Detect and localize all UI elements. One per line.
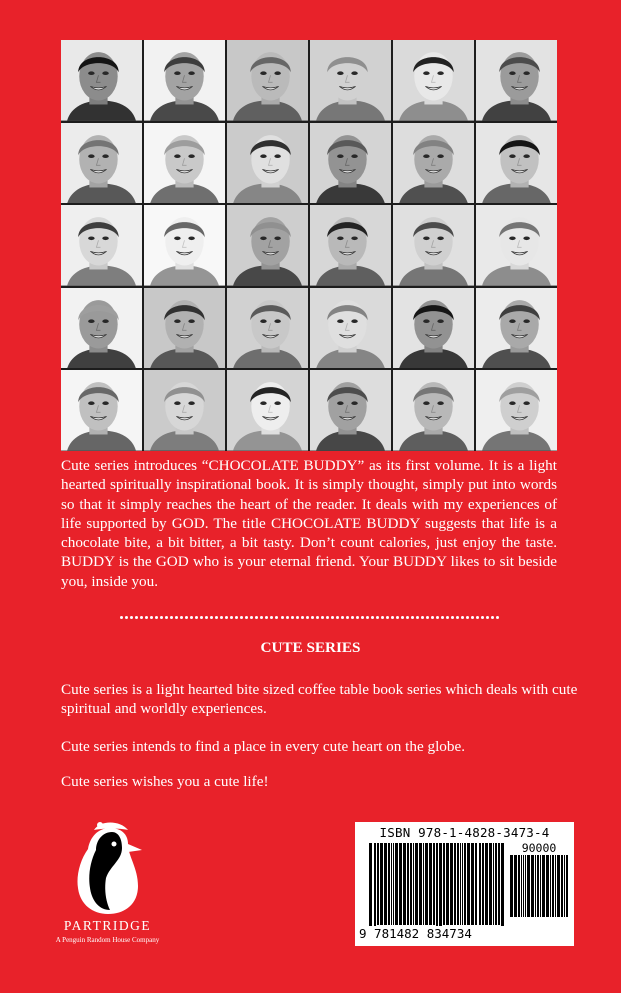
divider-dot (336, 616, 339, 619)
barcode-bar (454, 843, 456, 925)
face-portrait (393, 370, 474, 451)
divider-dot (431, 616, 434, 619)
partridge-bird-icon (70, 822, 145, 917)
barcode-bar (479, 843, 481, 925)
divider-dot (376, 616, 379, 619)
divider-dot (150, 616, 153, 619)
series-intent: Cute series intends to find a place in every cute heart on the globe. (61, 738, 466, 755)
barcode-bar (564, 855, 565, 917)
face-portrait (227, 123, 308, 204)
divider-dot (381, 616, 384, 619)
divider-dot (326, 616, 329, 619)
barcode-bar (391, 843, 392, 925)
barcode-bar (542, 855, 545, 917)
divider-dot (316, 616, 319, 619)
barcode-bar (540, 855, 541, 917)
face-portrait (61, 205, 142, 286)
face-portrait (393, 288, 474, 369)
face-portrait (310, 288, 391, 369)
barcode-bar (485, 843, 488, 925)
dotted-divider (120, 612, 500, 622)
divider-dot (406, 616, 409, 619)
divider-dot (476, 616, 479, 619)
face-portrait (61, 40, 142, 121)
divider-dot (275, 616, 278, 619)
divider-dot (491, 616, 494, 619)
face-portrait (393, 205, 474, 286)
face-portrait (476, 370, 557, 451)
divider-dot (401, 616, 404, 619)
barcode-bar (523, 855, 524, 917)
face-portrait (144, 123, 225, 204)
barcode-bar (525, 855, 526, 917)
divider-dot (411, 616, 414, 619)
divider-dot (255, 616, 258, 619)
barcode-bar (395, 843, 398, 925)
barcode-bar (443, 843, 445, 925)
barcode-bar (439, 843, 442, 935)
face-portrait (144, 205, 225, 286)
face-portrait (61, 370, 142, 451)
publisher-tagline: A Penguin Random House Company (55, 936, 160, 944)
divider-dot (366, 616, 369, 619)
divider-dot (120, 616, 123, 619)
divider-dot (386, 616, 389, 619)
divider-dot (286, 616, 289, 619)
barcode-bar (537, 855, 539, 917)
divider-dot (301, 616, 304, 619)
divider-dot (140, 616, 143, 619)
divider-dot (311, 616, 314, 619)
barcode-bar (393, 843, 394, 925)
barcode-bar (546, 855, 549, 917)
face-portrait (476, 288, 557, 369)
divider-dot (461, 616, 464, 619)
face-portrait (61, 123, 142, 204)
divider-dot (356, 616, 359, 619)
barcode-bar (436, 843, 438, 935)
divider-dot (456, 616, 459, 619)
divider-dot (441, 616, 444, 619)
divider-dot (190, 616, 193, 619)
barcode-bar (377, 843, 379, 925)
barcode-bar (415, 843, 418, 925)
divider-dot (210, 616, 213, 619)
barcode-bar (467, 843, 470, 925)
barcode-bar (419, 843, 422, 925)
divider-dot (220, 616, 223, 619)
barcode-bar (531, 855, 534, 917)
barcode-bar (495, 843, 497, 925)
barcode-bar (475, 843, 477, 925)
divider-dot (396, 616, 399, 619)
barcode-bar (482, 843, 484, 925)
face-portrait (476, 123, 557, 204)
divider-dot (466, 616, 469, 619)
barcode-bar (535, 855, 536, 917)
divider-dot (496, 616, 499, 619)
divider-dot (426, 616, 429, 619)
divider-dot (306, 616, 309, 619)
barcode-bar (518, 855, 520, 917)
barcode-bar (557, 855, 560, 917)
divider-dot (421, 616, 424, 619)
divider-dot (195, 616, 198, 619)
publisher-logo (45, 822, 170, 952)
divider-dot (160, 616, 163, 619)
face-portrait (144, 288, 225, 369)
barcode-bar (561, 855, 563, 917)
divider-dot (486, 616, 489, 619)
face-portrait (476, 205, 557, 286)
face-portrait (144, 40, 225, 121)
barcode-bar (410, 843, 412, 925)
divider-dot (481, 616, 484, 619)
barcode-bar (464, 843, 466, 925)
divider-dot (245, 616, 248, 619)
ean-digits: 9 781482 834734 (357, 926, 517, 941)
addon-barcode-bars (510, 855, 568, 927)
divider-dot (155, 616, 158, 619)
divider-dot (125, 616, 128, 619)
series-heading: CUTE SERIES (260, 639, 361, 656)
barcode-bar (450, 843, 453, 925)
divider-dot (281, 616, 284, 619)
barcode-bar (384, 843, 387, 925)
face-portrait (310, 40, 391, 121)
divider-dot (185, 616, 188, 619)
barcode-bar (425, 843, 428, 925)
divider-dot (225, 616, 228, 619)
divider-dot (321, 616, 324, 619)
series-wish: Cute series wishes you a cute life! (61, 773, 269, 790)
divider-dot (170, 616, 173, 619)
barcode-bar (429, 843, 432, 925)
barcode-bar (413, 843, 414, 925)
face-portrait (310, 123, 391, 204)
divider-dot (235, 616, 238, 619)
ean-barcode-bars (369, 843, 505, 935)
divider-dot (230, 616, 233, 619)
barcode-bar (566, 855, 568, 917)
barcode-bar (521, 855, 522, 917)
divider-dot (175, 616, 178, 619)
divider-dot (205, 616, 208, 619)
face-portrait (227, 205, 308, 286)
divider-dot (361, 616, 364, 619)
series-description: Cute series is a light hearted bite sized coffee table book series which deals with cute spiritual and worldly experiences. (61, 681, 578, 718)
divider-dot (341, 616, 344, 619)
isbn-label: ISBN 978-1-4828-3473-4 (379, 825, 550, 840)
face-portrait (393, 123, 474, 204)
face-portrait (310, 370, 391, 451)
face-portrait (227, 370, 308, 451)
face-portrait (310, 205, 391, 286)
book-blurb: Cute series introduces “CHOCOLATE BUDDY” as its first volume. It is a light hearted spiritually inspirational book. It is simply thought, simply put into words so that it simply reaches the heart of the reader. It deals with my experiences of life supported by GOD. The title CHOCOLATE BUDDY suggests that life is a chocolate bite, a bit bitter, a bit tasty. Don’t count calories, just enjoy the taste. BUDDY is the GOD who is your eternal friend. Your BUDDY likes to sit beside you, inside you. (61, 457, 557, 590)
barcode-bar (471, 843, 474, 925)
divider-dot (346, 616, 349, 619)
divider-dot (291, 616, 294, 619)
face-portrait (393, 40, 474, 121)
barcode-bar (388, 843, 390, 925)
barcode-bar (374, 843, 376, 935)
face-portrait (476, 40, 557, 121)
cover-photo-collage (61, 40, 557, 451)
divider-dot (145, 616, 148, 619)
barcode-bar (446, 843, 449, 925)
barcode-bar (527, 855, 530, 917)
divider-dot (391, 616, 394, 619)
barcode-bar (552, 855, 554, 917)
barcode-bar (457, 843, 459, 925)
face-portrait (144, 370, 225, 451)
barcode-bar (460, 843, 461, 925)
divider-dot (265, 616, 268, 619)
divider-dot (331, 616, 334, 619)
divider-dot (215, 616, 218, 619)
divider-dot (270, 616, 273, 619)
divider-dot (451, 616, 454, 619)
divider-dot (200, 616, 203, 619)
barcode-bar (501, 843, 504, 935)
barcode-bar (462, 843, 463, 925)
divider-dot (296, 616, 299, 619)
barcode-bar (369, 843, 372, 935)
barcode-bar (514, 855, 517, 917)
barcode-bar (489, 843, 492, 925)
barcode-bar (433, 843, 435, 925)
divider-dot (436, 616, 439, 619)
barcode-bar (380, 843, 383, 925)
divider-dot (446, 616, 449, 619)
divider-dot (351, 616, 354, 619)
barcode-bar (407, 843, 409, 925)
divider-dot (135, 616, 138, 619)
barcode-bar (555, 855, 556, 917)
barcode-bar (550, 855, 551, 917)
publisher-name: PARTRIDGE (63, 918, 152, 933)
barcode-bar (498, 843, 500, 925)
divider-dot (260, 616, 263, 619)
divider-dot (416, 616, 419, 619)
face-portrait (61, 288, 142, 369)
divider-dot (250, 616, 253, 619)
divider-dot (371, 616, 374, 619)
divider-dot (471, 616, 474, 619)
face-portrait (227, 40, 308, 121)
addon-code: 90000 (521, 841, 557, 855)
barcode-bar (399, 843, 402, 925)
divider-dot (165, 616, 168, 619)
barcode-bar (403, 843, 406, 925)
barcode-bar (423, 843, 424, 925)
divider-dot (130, 616, 133, 619)
divider-dot (180, 616, 183, 619)
barcode-bar (510, 855, 513, 917)
barcode-bar (493, 843, 494, 925)
divider-dot (240, 616, 243, 619)
isbn-barcode (355, 822, 574, 946)
face-portrait (227, 288, 308, 369)
